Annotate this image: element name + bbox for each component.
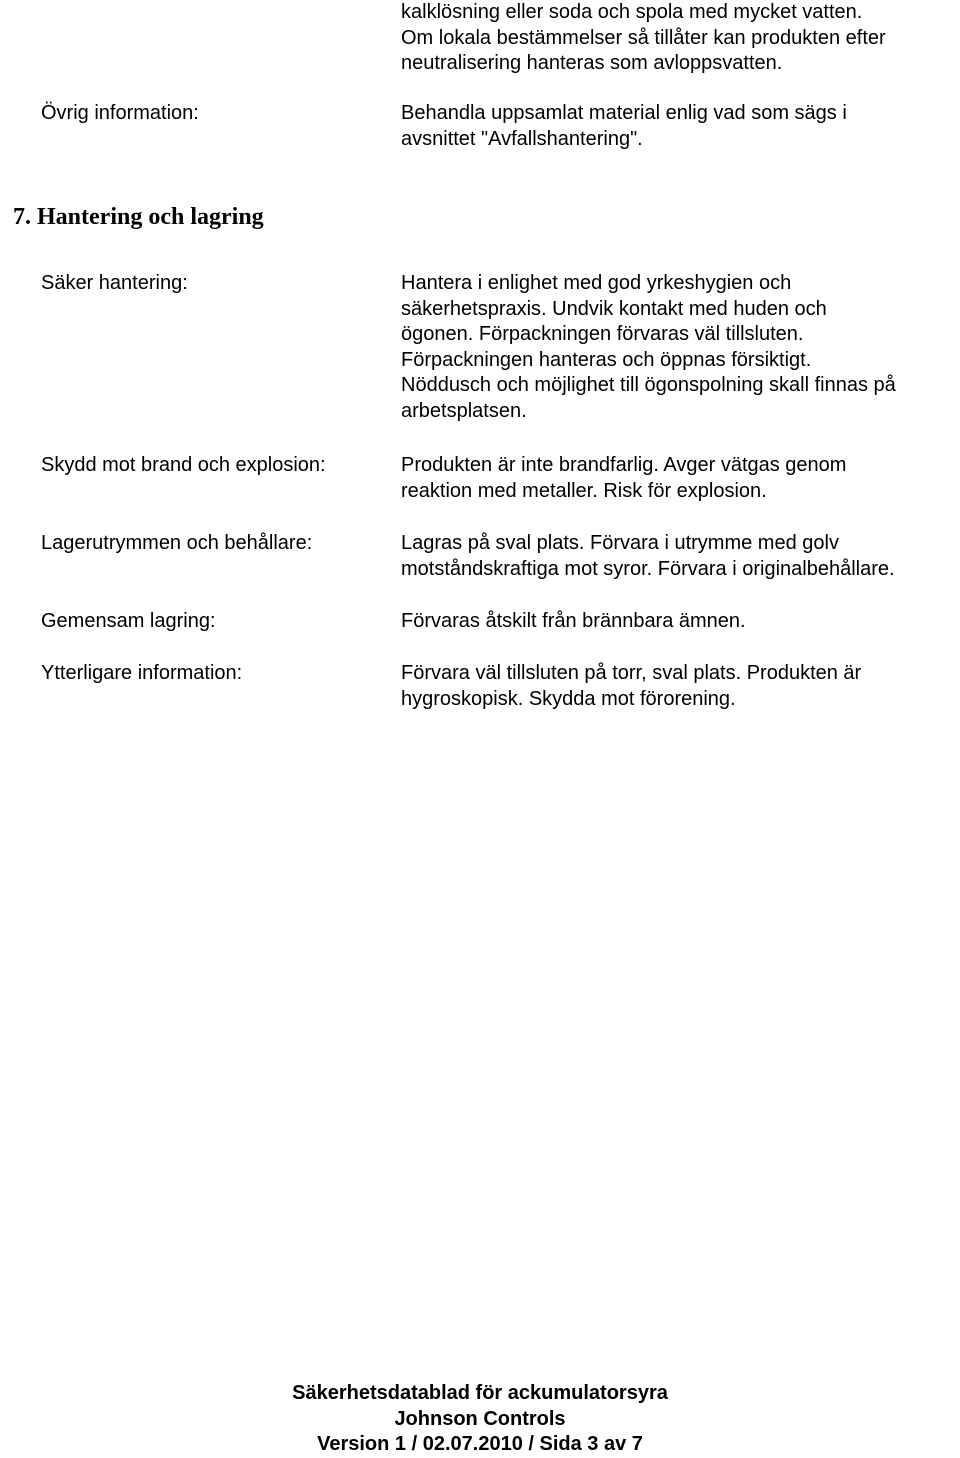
ytterligare-information-label: Ytterligare information: [41,662,243,684]
text-line: Nöddusch och möjlighet till ögonspolning skall finnas på [401,374,896,396]
text-line: Behandla uppsamlat material enlig vad som sägs i [401,102,847,124]
text-line: Hantera i enlighet med god yrkeshygien och [401,272,792,294]
text-line: kalklösning eller soda och spola med mycket vatten. [401,1,863,23]
text-line: ögonen. Förpackningen förvaras väl tillsluten. [401,323,804,345]
ovrig-information-value [401,101,959,152]
lagerutrymmen-value [401,531,959,582]
gemensam-lagring-label: Gemensam lagring: [41,610,216,632]
skydd-mot-brand-label: Skydd mot brand och explosion: [41,454,326,476]
ovrig-information-label: Övrig information: [41,102,199,124]
text-line: reaktion med metaller. Risk för explosion. [401,479,767,502]
text-line: Förvaras åtskilt från brännbara ämnen. [401,610,746,632]
text-line: säkerhetspraxis. Undvik kontakt med huden och [401,297,827,320]
text-line: neutralisering hanteras som avloppsvatten. [401,52,783,74]
page-footer [0,1381,960,1458]
text-line: avsnittet "Avfallshantering". [401,127,643,150]
text-line: motståndskraftiga mot syror. Förvara i originalbehållare. [401,557,895,580]
text-line: Förpackningen hanteras och öppnas försiktigt. [401,348,812,371]
lagerutrymmen-label: Lagerutrymmen och behållare: [41,532,313,554]
saker-hantering-label: Säker hantering: [41,272,188,294]
text-line: Förvara väl tillsluten på torr, sval plats. Produkten är [401,662,862,684]
text-line: Produkten är inte brandfarlig. Avger vätgas genom [401,454,847,476]
text-line: arbetsplatsen. [401,399,527,422]
skydd-mot-brand-value [401,453,959,504]
text-line: hygroskopisk. Skydda mot förorening. [401,687,736,710]
saker-hantering-value [401,271,959,424]
text-line: Om lokala bestämmelser så tillåter kan produkten efter [401,26,886,49]
footer-version-page: Version 1 / 02.07.2010 / Sida 3 av 7 [317,1433,643,1455]
gemensam-lagring-value [401,609,959,635]
footer-document-title: Säkerhetsdatablad för ackumulatorsyra [292,1382,668,1404]
section-7-heading: 7. Hantering och lagring [13,204,264,230]
text-line: Lagras på sval plats. Förvara i utrymme med golv [401,532,839,554]
ytterligare-information-value [401,661,959,712]
previous-section-continuation [401,0,956,77]
footer-company: Johnson Controls [394,1407,566,1430]
